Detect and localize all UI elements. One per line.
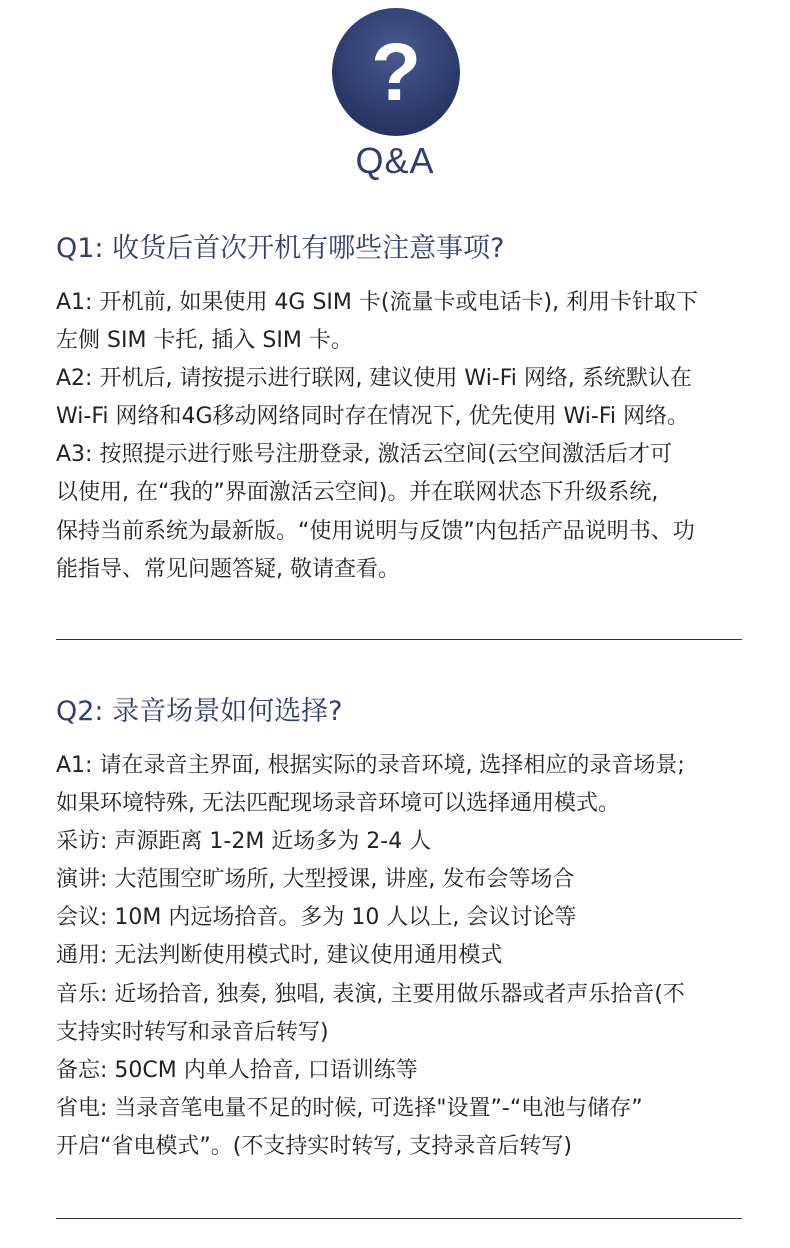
answer-line: 开启“省电模式”。(不支持实时转写, 支持录音后转写) — [56, 1133, 572, 1159]
answer-line: A3: 按照提示进行账号注册登录, 激活云空间(云空间激活后才可 — [56, 442, 673, 468]
answer-line: 保持当前系统为最新版。“使用说明与反馈”内包括产品说明书、功 — [56, 518, 695, 544]
answer-line: 左侧 SIM 卡托, 插入 SIM 卡。 — [56, 328, 353, 354]
answer-line: 能指导、常见问题答疑, 敬请查看。 — [56, 556, 400, 582]
qa-label: Q&A — [355, 140, 435, 181]
answer-line: 省电: 当录音笔电量不足的时候, 可选择"设置”-“电池与储存” — [56, 1095, 643, 1121]
section-divider — [56, 639, 742, 640]
question-title: Q1: 收货后首次开机有哪些注意事项? — [56, 233, 505, 264]
question-mark-icon — [332, 8, 460, 136]
answer-line: 音乐: 近场拾音, 独奏, 独唱, 表演, 主要用做乐器或者声乐拾音(不 — [56, 981, 685, 1007]
section-q1 — [56, 231, 746, 589]
answer-line: 支持实时转写和录音后转写) — [56, 1019, 329, 1045]
answer-line: A1: 开机前, 如果使用 4G SIM 卡(流量卡或电话卡), 利用卡针取下 — [56, 290, 699, 315]
section-q2 — [56, 694, 746, 1166]
answer-line: A1: 请在录音主界面, 根据实际的录音环境, 选择相应的录音场景; — [56, 753, 685, 778]
answer-line: 会议: 10M 内远场拾音。多为 10 人以上, 会议讨论等 — [56, 905, 577, 931]
section-divider — [56, 1218, 742, 1219]
answer-line: 演讲: 大范围空旷场所, 大型授课, 讲座, 发布会等场合 — [56, 867, 575, 893]
question-title: Q2: 录音场景如何选择? — [56, 696, 343, 727]
question-mark-glyph: ? — [370, 27, 422, 118]
qa-header — [0, 0, 790, 190]
answer-line: 备忘: 50CM 内单人拾音, 口语训练等 — [56, 1057, 418, 1083]
answer-line: 如果环境特殊, 无法匹配现场录音环境可以选择通用模式。 — [56, 791, 620, 817]
answer-line: 通用: 无法判断使用模式时, 建议使用通用模式 — [56, 943, 503, 969]
answer-block — [56, 747, 746, 1166]
answer-line: 以使用, 在“我的”界面激活云空间)。并在联网状态下升级系统, — [56, 480, 659, 506]
answer-line: A2: 开机后, 请按提示进行联网, 建议使用 Wi-Fi 网络, 系统默认在 — [56, 366, 692, 392]
answer-line: 采访: 声源距离 1-2M 近场多为 2-4 人 — [56, 829, 432, 855]
answer-line: Wi-Fi 网络和4G移动网络同时存在情况下, 优先使用 Wi-Fi 网络。 — [56, 404, 689, 430]
answer-block — [56, 284, 746, 589]
